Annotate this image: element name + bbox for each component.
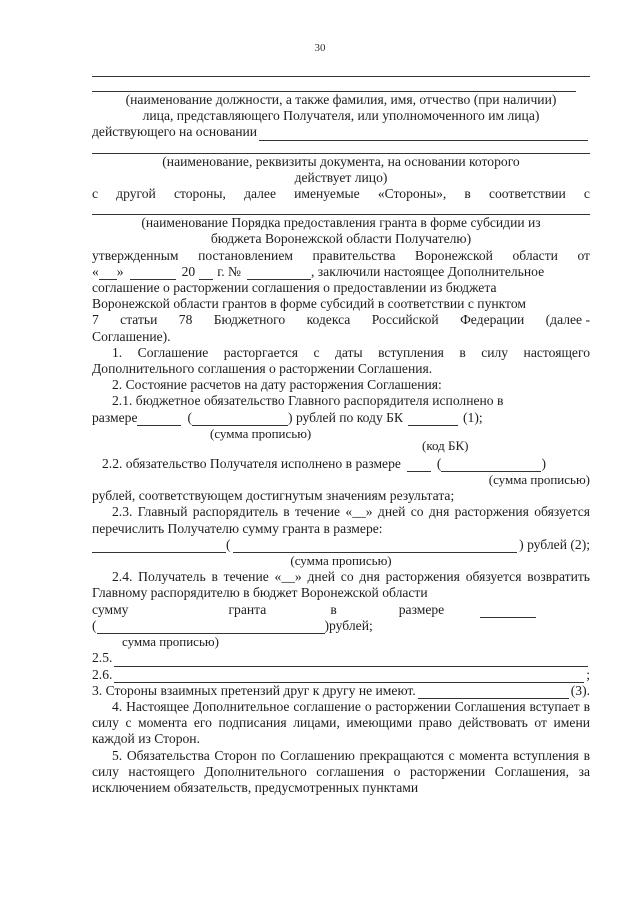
clause-2-2-row <box>92 456 590 472</box>
blank-day <box>99 268 117 280</box>
blank-line <box>92 77 576 92</box>
punctuation: ; <box>586 666 590 682</box>
word: стороны, <box>173 186 226 202</box>
blank-amount-words <box>233 540 518 553</box>
clause-2-3: 2.3. Главный распорядитель в течение «__» дней со дня расторжения обязуется перечислить Получателю сумму гранта в размере: <box>92 504 590 536</box>
word: соответствии <box>488 186 566 202</box>
blank-line <box>114 654 588 667</box>
caption-position: (наименование должности, а также фамилия, имя, отчество (при наличии) <box>125 92 557 107</box>
text-line: соглашение о расторжении соглашения о предоставлении из бюджета <box>92 280 497 296</box>
rubles-label: ) рублей (2); <box>519 536 590 552</box>
paren-open: ( <box>92 617 97 633</box>
clause-2-4: 2.4. Получатель в течение «__» дней со дня расторжения обязуется возвратить Главному распорядителю в бюджет Воронежской области <box>92 569 590 601</box>
blank-amount-words <box>192 414 288 426</box>
word: от <box>577 247 590 263</box>
number-label: г. № <box>217 263 241 279</box>
caption-order-cont: бюджета Воронежской области Получателю) <box>210 231 472 247</box>
word: (далее - <box>545 312 590 328</box>
quote-open: « <box>92 263 99 279</box>
word: Бюджетного <box>213 312 286 328</box>
footnote-ref: (1); <box>463 409 483 425</box>
quote-close: » <box>116 263 124 279</box>
text-line: Воронежской области грантов в форме субсидий в соответствии с пунктом <box>92 296 526 312</box>
clause-2-4-amount-row <box>92 602 590 618</box>
blank-amount <box>137 414 181 426</box>
word: 7 <box>92 312 99 328</box>
word: области <box>512 247 558 263</box>
word: размере <box>398 601 445 617</box>
word: Федерации <box>460 312 525 328</box>
blank-year <box>199 268 213 280</box>
blank-amount <box>92 541 226 553</box>
clause-2: 2. Состояние расчетов на дату расторжения Соглашения: <box>112 377 442 393</box>
word: Российской <box>371 312 439 328</box>
caption-order: (наименование Порядка предоставления гранта в форме субсидии из <box>141 215 541 231</box>
blank-kbk <box>408 414 458 426</box>
acting-basis-row <box>92 124 590 140</box>
word: 78 <box>178 312 193 328</box>
word: утвержденным <box>92 247 179 263</box>
article-line <box>92 312 590 328</box>
clause-5: 5. Обязательства Сторон по Соглашению прекращаются с момента вступления в силу настоящего Дополнительного соглашения о расторжении Соглашения, за исключением обязательств, предусмотренных пунктами <box>92 747 590 795</box>
footnote-ref: (3). <box>570 682 590 698</box>
clause-2-2-cont: рублей, соответствующем достигнутым значениям результата; <box>92 488 455 504</box>
caption-position-cont: лица, представляющего Получателя, или уполномоченного им лица) <box>142 108 540 124</box>
word: правительства <box>312 247 396 263</box>
blank-line <box>114 670 584 683</box>
paren-open: ( <box>436 455 442 471</box>
clause-2-6 <box>92 667 590 683</box>
date-line <box>92 264 590 280</box>
clause-number: 2.5. <box>92 650 113 666</box>
caption-sum: (сумма прописью) <box>488 472 590 488</box>
word: статьи <box>120 312 158 328</box>
word: Воронежской <box>415 247 493 263</box>
caption-sum: сумма прописью) <box>122 634 219 650</box>
blank-amount <box>480 606 536 618</box>
blank-line <box>92 202 590 215</box>
clause-2-4-words-row <box>92 618 590 634</box>
word: в <box>464 186 471 202</box>
acting-basis-label: действующего на основании <box>92 124 258 140</box>
word: с <box>92 186 99 202</box>
clause-4: 4. Настоящее Дополнительное соглашение о расторжении Соглашения вступает в силу с момента его подписания лицами, имеющими право действовать от имени каждой из Сторон. <box>92 698 590 747</box>
caption-kbk: (код БК) <box>422 437 469 453</box>
word: постановлением <box>198 247 293 263</box>
page-number: 30 <box>314 42 326 54</box>
clause-3 <box>92 683 590 699</box>
year-prefix: 20 <box>181 263 196 279</box>
kbk-label: ) рублей по коду БК <box>288 409 404 425</box>
blank-line <box>259 128 588 141</box>
word: кодекса <box>306 312 351 328</box>
word: другой <box>116 186 156 202</box>
rubles-label: )рублей; <box>324 617 373 633</box>
caption-sum: (сумма прописью) <box>210 425 312 441</box>
text-line: Соглашение). <box>92 328 171 344</box>
word: сумму <box>92 601 129 617</box>
word: далее <box>244 186 276 202</box>
blank-month <box>130 268 176 280</box>
word: гранта <box>228 601 267 617</box>
other-side-line <box>92 186 590 202</box>
clause-2-5 <box>92 650 590 666</box>
concluded-text: , заключили настоящее Дополнительное <box>311 263 545 279</box>
clause-number: 2.6. <box>92 666 113 682</box>
agreement-text <box>92 62 590 796</box>
blank-amount <box>407 460 431 472</box>
caption-row <box>92 426 590 456</box>
caption-sum: (сумма прописью) <box>290 553 392 569</box>
word: именуемые <box>294 186 360 202</box>
amount-label: размере <box>92 409 138 425</box>
clause-2-2: 2.2. обязательство Получателя исполнено в размере <box>102 455 401 471</box>
paren-open: ( <box>187 409 193 425</box>
paren-open: ( <box>226 536 231 552</box>
caption-document: (наименование, реквизиты документа, на основании которого <box>162 153 520 169</box>
word: «Стороны», <box>377 186 447 202</box>
blank-amount-words <box>97 622 325 634</box>
clause-2-3-amount-row <box>92 537 590 553</box>
clause-1: 1. Соглашение расторгается с даты вступления в силу настоящего Дополнительного соглашения о расторжении Соглашения. <box>92 344 590 377</box>
clause-3-text: 3. Стороны взаимных претензий друг к другу не имеют. <box>92 682 416 698</box>
word: с <box>583 186 590 202</box>
blank-line <box>92 62 590 77</box>
blank-amount-words <box>441 460 541 472</box>
caption-document-cont: действует лицо) <box>294 169 388 185</box>
word: в <box>330 601 337 617</box>
paren-close: ) <box>541 455 546 471</box>
clause-2-1-amount-row <box>92 410 590 426</box>
clause-2-1: 2.1. бюджетное обязательство Главного распорядителя исполнено в <box>112 393 504 409</box>
blank-line <box>418 686 569 699</box>
blank-number <box>247 268 311 280</box>
approved-line <box>92 248 590 264</box>
blank-line <box>92 141 590 154</box>
